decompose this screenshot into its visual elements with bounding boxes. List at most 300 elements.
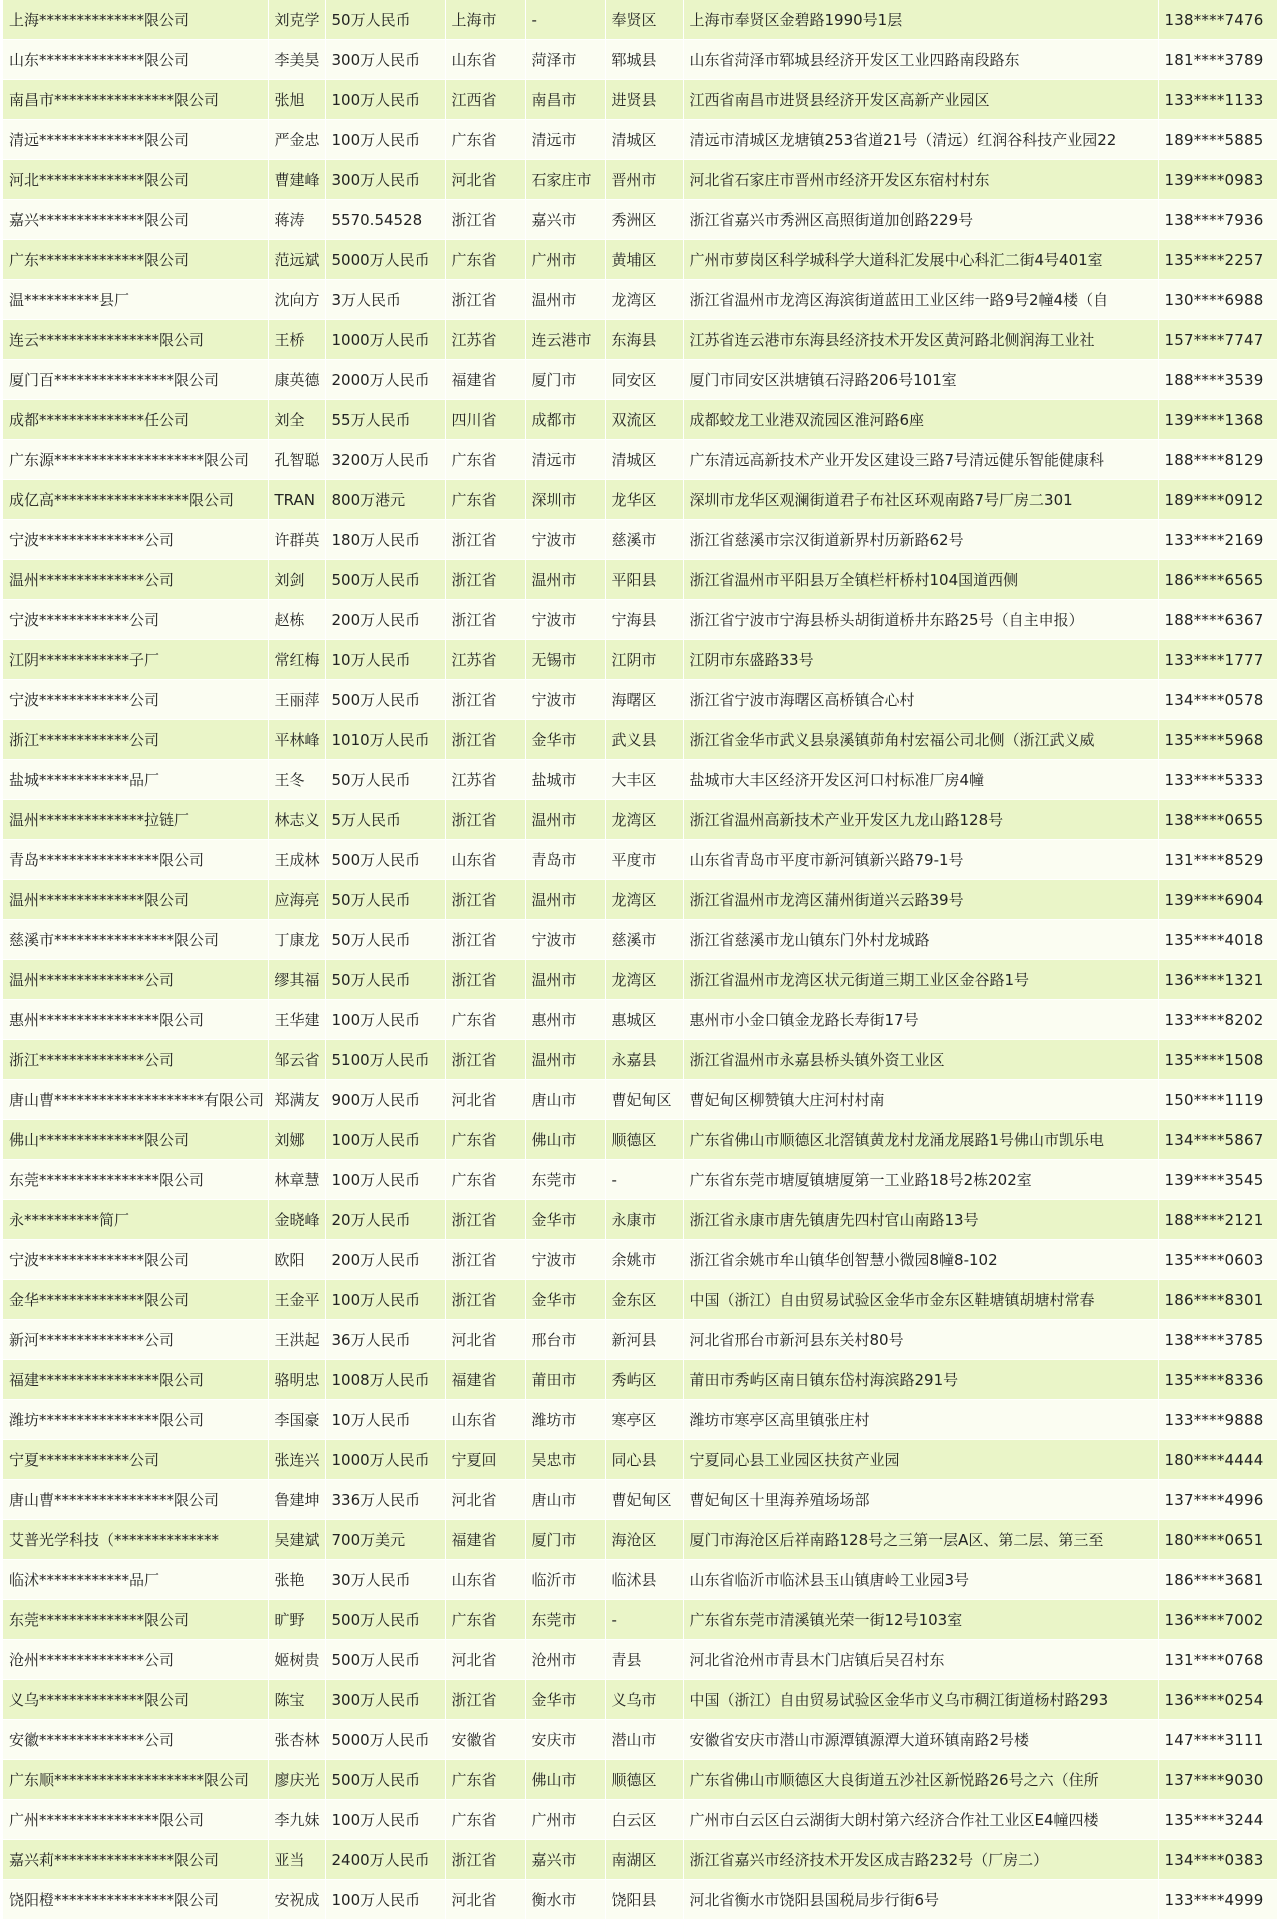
- city-cell: 唐山市: [525, 1480, 605, 1520]
- contact-cell: 金晓峰: [268, 1200, 325, 1240]
- company-name-cell: 清远**************限公司: [3, 120, 268, 160]
- phone-cell: 133****2169: [1158, 520, 1277, 560]
- company-name-cell: 浙江**************公司: [3, 1040, 268, 1080]
- phone-cell: 133****4999: [1158, 1880, 1277, 1920]
- contact-cell: 常红梅: [268, 640, 325, 680]
- phone-cell: 180****4444: [1158, 1440, 1277, 1480]
- table-row: [3, 1720, 1277, 1760]
- table-row: [3, 0, 1277, 40]
- capital-cell: 100万人民币: [325, 1280, 445, 1320]
- address-cell: 浙江省温州市平阳县万全镇栏杆桥村104国道西侧: [683, 560, 1158, 600]
- contact-cell: 张旭: [268, 80, 325, 120]
- district-cell: 清城区: [605, 440, 683, 480]
- province-cell: 山东省: [445, 1560, 525, 1600]
- contact-cell: 王成林: [268, 840, 325, 880]
- province-cell: 上海市: [445, 0, 525, 40]
- table-row: [3, 1160, 1277, 1200]
- address-cell: 河北省沧州市青县木门店镇后吴召村东: [683, 1640, 1158, 1680]
- city-cell: 温州市: [525, 280, 605, 320]
- province-cell: 河北省: [445, 1480, 525, 1520]
- district-cell: 南湖区: [605, 1840, 683, 1880]
- capital-cell: 300万人民币: [325, 160, 445, 200]
- province-cell: 浙江省: [445, 1840, 525, 1880]
- district-cell: 寒亭区: [605, 1400, 683, 1440]
- capital-cell: 100万人民币: [325, 120, 445, 160]
- city-cell: 金华市: [525, 1200, 605, 1240]
- capital-cell: 3200万人民币: [325, 440, 445, 480]
- contact-cell: 张艳: [268, 1560, 325, 1600]
- table-row: [3, 1080, 1277, 1120]
- table-row: [3, 600, 1277, 640]
- table-row: [3, 1040, 1277, 1080]
- district-cell: 龙华区: [605, 480, 683, 520]
- table-row: [3, 560, 1277, 600]
- capital-cell: 5100万人民币: [325, 1040, 445, 1080]
- district-cell: 慈溪市: [605, 520, 683, 560]
- city-cell: 清远市: [525, 120, 605, 160]
- capital-cell: 50万人民币: [325, 920, 445, 960]
- contact-cell: 刘全: [268, 400, 325, 440]
- phone-cell: 137****4996: [1158, 1480, 1277, 1520]
- phone-cell: 138****3785: [1158, 1320, 1277, 1360]
- province-cell: 广东省: [445, 120, 525, 160]
- address-cell: 中国（浙江）自由贸易试验区金华市金东区鞋塘镇胡塘村常春: [683, 1280, 1158, 1320]
- city-cell: 温州市: [525, 1040, 605, 1080]
- capital-cell: 300万人民币: [325, 1680, 445, 1720]
- contact-cell: 王丽萍: [268, 680, 325, 720]
- address-cell: 浙江省温州市龙湾区状元街道三期工业区金谷路1号: [683, 960, 1158, 1000]
- address-cell: 浙江省慈溪市宗汉街道新界村历新路62号: [683, 520, 1158, 560]
- capital-cell: 336万人民币: [325, 1480, 445, 1520]
- address-cell: 山东省临沂市临沭县玉山镇唐岭工业园3号: [683, 1560, 1158, 1600]
- phone-cell: 130****6988: [1158, 280, 1277, 320]
- address-cell: 浙江省余姚市牟山镇华创智慧小微园8幢8-102: [683, 1240, 1158, 1280]
- phone-cell: 181****3789: [1158, 40, 1277, 80]
- capital-cell: 500万人民币: [325, 560, 445, 600]
- table-row: [3, 440, 1277, 480]
- capital-cell: 10万人民币: [325, 1400, 445, 1440]
- district-cell: 龙湾区: [605, 880, 683, 920]
- phone-cell: 134****0578: [1158, 680, 1277, 720]
- table-row: [3, 160, 1277, 200]
- phone-cell: 188****8129: [1158, 440, 1277, 480]
- contact-cell: 孔智聪: [268, 440, 325, 480]
- table-row: [3, 1120, 1277, 1160]
- city-cell: 南昌市: [525, 80, 605, 120]
- capital-cell: 50万人民币: [325, 880, 445, 920]
- district-cell: 海沧区: [605, 1520, 683, 1560]
- capital-cell: 500万人民币: [325, 680, 445, 720]
- province-cell: 河北省: [445, 1880, 525, 1920]
- contact-cell: 郑满友: [268, 1080, 325, 1120]
- city-cell: 成都市: [525, 400, 605, 440]
- city-cell: 温州市: [525, 560, 605, 600]
- address-cell: 潍坊市寒亭区高里镇张庄村: [683, 1400, 1158, 1440]
- city-cell: 宁波市: [525, 680, 605, 720]
- capital-cell: 55万人民币: [325, 400, 445, 440]
- address-cell: 山东省青岛市平度市新河镇新兴路79-1号: [683, 840, 1158, 880]
- company-name-cell: 上海**************限公司: [3, 0, 268, 40]
- table-row: [3, 720, 1277, 760]
- table-row: [3, 1560, 1277, 1600]
- province-cell: 河北省: [445, 160, 525, 200]
- table-row: [3, 1440, 1277, 1480]
- company-name-cell: 宁波**************限公司: [3, 1240, 268, 1280]
- contact-cell: 亚当: [268, 1840, 325, 1880]
- contact-cell: 丁康龙: [268, 920, 325, 960]
- capital-cell: 100万人民币: [325, 1800, 445, 1840]
- address-cell: 安徽省安庆市潜山市源潭镇源潭大道环镇南路2号楼: [683, 1720, 1158, 1760]
- district-cell: 临沭县: [605, 1560, 683, 1600]
- company-name-cell: 广东顺********************限公司: [3, 1760, 268, 1800]
- phone-cell: 133****5333: [1158, 760, 1277, 800]
- province-cell: 浙江省: [445, 680, 525, 720]
- company-name-cell: 宁波************公司: [3, 600, 268, 640]
- phone-cell: 188****6367: [1158, 600, 1277, 640]
- contact-cell: 旷野: [268, 1600, 325, 1640]
- contact-cell: 刘剑: [268, 560, 325, 600]
- phone-cell: 138****0655: [1158, 800, 1277, 840]
- address-cell: 浙江省宁波市海曙区高桥镇合心村: [683, 680, 1158, 720]
- district-cell: 江阴市: [605, 640, 683, 680]
- province-cell: 福建省: [445, 1360, 525, 1400]
- address-cell: 曹妃甸区十里海养殖场场部: [683, 1480, 1158, 1520]
- capital-cell: 100万人民币: [325, 1160, 445, 1200]
- address-cell: 深圳市龙华区观澜街道君子布社区环观南路7号厂房二301: [683, 480, 1158, 520]
- phone-cell: 150****1119: [1158, 1080, 1277, 1120]
- phone-cell: 131****8529: [1158, 840, 1277, 880]
- table-row: [3, 1480, 1277, 1520]
- province-cell: 广东省: [445, 1760, 525, 1800]
- address-cell: 河北省石家庄市晋州市经济开发区东宿村村东: [683, 160, 1158, 200]
- company-name-cell: 嘉兴**************限公司: [3, 200, 268, 240]
- contact-cell: 欧阳: [268, 1240, 325, 1280]
- capital-cell: 5万人民币: [325, 800, 445, 840]
- district-cell: 黄埔区: [605, 240, 683, 280]
- city-cell: 佛山市: [525, 1760, 605, 1800]
- company-name-cell: 连云****************限公司: [3, 320, 268, 360]
- address-cell: 曹妃甸区柳赞镇大庄河村村南: [683, 1080, 1158, 1120]
- capital-cell: 180万人民币: [325, 520, 445, 560]
- district-cell: 奉贤区: [605, 0, 683, 40]
- province-cell: 浙江省: [445, 1040, 525, 1080]
- table-row: [3, 1360, 1277, 1400]
- province-cell: 河北省: [445, 1640, 525, 1680]
- table-row: [3, 40, 1277, 80]
- company-name-cell: 东莞****************限公司: [3, 1160, 268, 1200]
- district-cell: 东海县: [605, 320, 683, 360]
- company-name-cell: 温州**************公司: [3, 560, 268, 600]
- table-row: [3, 1400, 1277, 1440]
- city-cell: 金华市: [525, 720, 605, 760]
- city-cell: 衡水市: [525, 1880, 605, 1920]
- city-cell: 金华市: [525, 1680, 605, 1720]
- city-cell: 连云港市: [525, 320, 605, 360]
- city-cell: 宁波市: [525, 520, 605, 560]
- address-cell: 浙江省温州市龙湾区海滨街道蓝田工业区纬一路9号2幢4楼（自: [683, 280, 1158, 320]
- capital-cell: 50万人民币: [325, 0, 445, 40]
- capital-cell: 36万人民币: [325, 1320, 445, 1360]
- phone-cell: 139****0983: [1158, 160, 1277, 200]
- table-row: [3, 360, 1277, 400]
- district-cell: 海曙区: [605, 680, 683, 720]
- city-cell: 盐城市: [525, 760, 605, 800]
- address-cell: 河北省邢台市新河县东关村80号: [683, 1320, 1158, 1360]
- address-cell: 上海市奉贤区金碧路1990号1层: [683, 0, 1158, 40]
- district-cell: 同安区: [605, 360, 683, 400]
- contact-cell: 鲁建坤: [268, 1480, 325, 1520]
- company-name-cell: 福建****************限公司: [3, 1360, 268, 1400]
- address-cell: 莆田市秀屿区南日镇东岱村海滨路291号: [683, 1360, 1158, 1400]
- company-name-cell: 唐山曹********************有限公司: [3, 1080, 268, 1120]
- capital-cell: 10万人民币: [325, 640, 445, 680]
- address-cell: 广东省东莞市塘厦镇塘厦第一工业路18号2栋202室: [683, 1160, 1158, 1200]
- capital-cell: 100万人民币: [325, 1120, 445, 1160]
- city-cell: 深圳市: [525, 480, 605, 520]
- phone-cell: 188****2121: [1158, 1200, 1277, 1240]
- capital-cell: 5000万人民币: [325, 240, 445, 280]
- contact-cell: 林志义: [268, 800, 325, 840]
- company-name-cell: 艾普光学科技（**************: [3, 1520, 268, 1560]
- city-cell: 温州市: [525, 800, 605, 840]
- table-row: [3, 240, 1277, 280]
- province-cell: 四川省: [445, 400, 525, 440]
- company-name-cell: 成亿高******************限公司: [3, 480, 268, 520]
- company-name-cell: 成都**************任公司: [3, 400, 268, 440]
- province-cell: 浙江省: [445, 800, 525, 840]
- phone-cell: 135****8336: [1158, 1360, 1277, 1400]
- city-cell: 青岛市: [525, 840, 605, 880]
- company-name-cell: 潍坊****************限公司: [3, 1400, 268, 1440]
- address-cell: 清远市清城区龙塘镇253省道21号（清远）红润谷科技产业园22: [683, 120, 1158, 160]
- phone-cell: 139****1368: [1158, 400, 1277, 440]
- company-name-cell: 唐山曹****************限公司: [3, 1480, 268, 1520]
- province-cell: 江苏省: [445, 320, 525, 360]
- company-name-cell: 佛山**************限公司: [3, 1120, 268, 1160]
- capital-cell: 5000万人民币: [325, 1720, 445, 1760]
- table-row: [3, 1880, 1277, 1920]
- company-name-cell: 温州**************限公司: [3, 880, 268, 920]
- table-row: [3, 1520, 1277, 1560]
- company-name-cell: 慈溪市****************限公司: [3, 920, 268, 960]
- city-cell: 安庆市: [525, 1720, 605, 1760]
- district-cell: 白云区: [605, 1800, 683, 1840]
- capital-cell: 5570.54528: [325, 200, 445, 240]
- table-row: [3, 1640, 1277, 1680]
- province-cell: 浙江省: [445, 960, 525, 1000]
- capital-cell: 300万人民币: [325, 40, 445, 80]
- contact-cell: 范远斌: [268, 240, 325, 280]
- contact-cell: 赵栋: [268, 600, 325, 640]
- phone-cell: 133****1133: [1158, 80, 1277, 120]
- company-name-cell: 东莞**************限公司: [3, 1600, 268, 1640]
- city-cell: 东莞市: [525, 1600, 605, 1640]
- company-name-cell: 山东**************限公司: [3, 40, 268, 80]
- phone-cell: 186****6565: [1158, 560, 1277, 600]
- company-name-cell: 义乌**************限公司: [3, 1680, 268, 1720]
- city-cell: 沧州市: [525, 1640, 605, 1680]
- city-cell: 宁波市: [525, 920, 605, 960]
- province-cell: 浙江省: [445, 200, 525, 240]
- address-cell: 浙江省温州市永嘉县桥头镇外资工业区: [683, 1040, 1158, 1080]
- phone-cell: 131****0768: [1158, 1640, 1277, 1680]
- district-cell: 新河县: [605, 1320, 683, 1360]
- company-name-cell: 盐城************品厂: [3, 760, 268, 800]
- capital-cell: 200万人民币: [325, 1240, 445, 1280]
- contact-cell: 刘娜: [268, 1120, 325, 1160]
- province-cell: 广东省: [445, 480, 525, 520]
- contact-cell: 缪其福: [268, 960, 325, 1000]
- province-cell: 广东省: [445, 1000, 525, 1040]
- district-cell: 青县: [605, 1640, 683, 1680]
- city-cell: 吴忠市: [525, 1440, 605, 1480]
- company-name-cell: 新河**************公司: [3, 1320, 268, 1360]
- address-cell: 盐城市大丰区经济开发区河口村标准厂房4幢: [683, 760, 1158, 800]
- capital-cell: 500万人民币: [325, 1760, 445, 1800]
- district-cell: 秀屿区: [605, 1360, 683, 1400]
- city-cell: 邢台市: [525, 1320, 605, 1360]
- phone-cell: 135****1508: [1158, 1040, 1277, 1080]
- contact-cell: 陈宝: [268, 1680, 325, 1720]
- capital-cell: 500万人民币: [325, 1600, 445, 1640]
- address-cell: 惠州市小金口镇金龙路长寿街17号: [683, 1000, 1158, 1040]
- contact-cell: 王冬: [268, 760, 325, 800]
- district-cell: 同心县: [605, 1440, 683, 1480]
- district-cell: 进贤县: [605, 80, 683, 120]
- district-cell: 潜山市: [605, 1720, 683, 1760]
- company-name-cell: 浙江************公司: [3, 720, 268, 760]
- company-name-cell: 南昌市****************限公司: [3, 80, 268, 120]
- city-cell: 惠州市: [525, 1000, 605, 1040]
- capital-cell: 200万人民币: [325, 600, 445, 640]
- phone-cell: 135****5968: [1158, 720, 1277, 760]
- capital-cell: 1008万人民币: [325, 1360, 445, 1400]
- phone-cell: 133****9888: [1158, 1400, 1277, 1440]
- address-cell: 厦门市同安区洪塘镇石浔路206号101室: [683, 360, 1158, 400]
- province-cell: 宁夏回: [445, 1440, 525, 1480]
- address-cell: 江阴市东盛路33号: [683, 640, 1158, 680]
- city-cell: 嘉兴市: [525, 200, 605, 240]
- district-cell: 余姚市: [605, 1240, 683, 1280]
- table-body: [3, 0, 1277, 1920]
- district-cell: 龙湾区: [605, 800, 683, 840]
- province-cell: 安徽省: [445, 1720, 525, 1760]
- table-row: [3, 1200, 1277, 1240]
- city-cell: 唐山市: [525, 1080, 605, 1120]
- phone-cell: 136****0254: [1158, 1680, 1277, 1720]
- address-cell: 山东省菏泽市郓城县经济开发区工业四路南段路东: [683, 40, 1158, 80]
- province-cell: 山东省: [445, 40, 525, 80]
- city-cell: 厦门市: [525, 360, 605, 400]
- contact-cell: 曹建峰: [268, 160, 325, 200]
- phone-cell: 139****6904: [1158, 880, 1277, 920]
- phone-cell: 134****5867: [1158, 1120, 1277, 1160]
- address-cell: 中国（浙江）自由贸易试验区金华市义乌市稠江街道杨村路293: [683, 1680, 1158, 1720]
- company-name-cell: 广州****************限公司: [3, 1800, 268, 1840]
- phone-cell: 137****9030: [1158, 1760, 1277, 1800]
- phone-cell: 139****3545: [1158, 1160, 1277, 1200]
- address-cell: 广州市萝岗区科学城科学大道科汇发展中心科汇二街4号401室: [683, 240, 1158, 280]
- address-cell: 浙江省永康市唐先镇唐先四村官山南路13号: [683, 1200, 1158, 1240]
- district-cell: 顺德区: [605, 1760, 683, 1800]
- phone-cell: 135****3244: [1158, 1800, 1277, 1840]
- phone-cell: 186****3681: [1158, 1560, 1277, 1600]
- table-row: [3, 1760, 1277, 1800]
- address-cell: 浙江省宁波市宁海县桥头胡街道桥井东路25号（自主申报）: [683, 600, 1158, 640]
- district-cell: 饶阳县: [605, 1880, 683, 1920]
- phone-cell: 186****8301: [1158, 1280, 1277, 1320]
- contact-cell: 吴建斌: [268, 1520, 325, 1560]
- province-cell: 山东省: [445, 1400, 525, 1440]
- phone-cell: 135****4018: [1158, 920, 1277, 960]
- table-row: [3, 960, 1277, 1000]
- contact-cell: 廖庆光: [268, 1760, 325, 1800]
- contact-cell: 蒋涛: [268, 200, 325, 240]
- address-cell: 浙江省慈溪市龙山镇东门外村龙城路: [683, 920, 1158, 960]
- capital-cell: 1000万人民币: [325, 1440, 445, 1480]
- district-cell: -: [605, 1600, 683, 1640]
- province-cell: 浙江省: [445, 1240, 525, 1280]
- capital-cell: 30万人民币: [325, 1560, 445, 1600]
- city-cell: 佛山市: [525, 1120, 605, 1160]
- table-row: [3, 1320, 1277, 1360]
- capital-cell: 100万人民币: [325, 80, 445, 120]
- province-cell: 浙江省: [445, 920, 525, 960]
- address-cell: 广东省佛山市顺德区北滘镇黄龙村龙涌龙展路1号佛山市凯乐电: [683, 1120, 1158, 1160]
- capital-cell: 900万人民币: [325, 1080, 445, 1120]
- capital-cell: 50万人民币: [325, 760, 445, 800]
- table-row: [3, 640, 1277, 680]
- city-cell: 宁波市: [525, 1240, 605, 1280]
- phone-cell: 157****7747: [1158, 320, 1277, 360]
- company-name-cell: 沧州**************公司: [3, 1640, 268, 1680]
- company-name-cell: 青岛****************限公司: [3, 840, 268, 880]
- company-name-cell: 安徽**************公司: [3, 1720, 268, 1760]
- province-cell: 福建省: [445, 360, 525, 400]
- city-cell: 厦门市: [525, 1520, 605, 1560]
- table-row: [3, 1600, 1277, 1640]
- district-cell: 大丰区: [605, 760, 683, 800]
- city-cell: 广州市: [525, 1800, 605, 1840]
- address-cell: 广东省佛山市顺德区大良街道五沙社区新悦路26号之六（住所: [683, 1760, 1158, 1800]
- phone-cell: 133****8202: [1158, 1000, 1277, 1040]
- capital-cell: 100万人民币: [325, 1000, 445, 1040]
- table-row: [3, 880, 1277, 920]
- district-cell: 顺德区: [605, 1120, 683, 1160]
- company-name-cell: 广东**************限公司: [3, 240, 268, 280]
- table-row: [3, 520, 1277, 560]
- table-row: [3, 920, 1277, 960]
- contact-cell: 林章慧: [268, 1160, 325, 1200]
- province-cell: 广东省: [445, 440, 525, 480]
- district-cell: 曹妃甸区: [605, 1480, 683, 1520]
- city-cell: 临沂市: [525, 1560, 605, 1600]
- address-cell: 浙江省温州高新技术产业开发区九龙山路128号: [683, 800, 1158, 840]
- table-row: [3, 320, 1277, 360]
- province-cell: 浙江省: [445, 1280, 525, 1320]
- table-row: [3, 280, 1277, 320]
- phone-cell: 138****7936: [1158, 200, 1277, 240]
- capital-cell: 20万人民币: [325, 1200, 445, 1240]
- city-cell: 菏泽市: [525, 40, 605, 80]
- table-row: [3, 480, 1277, 520]
- company-name-cell: 临沭************品厂: [3, 1560, 268, 1600]
- district-cell: 龙湾区: [605, 960, 683, 1000]
- capital-cell: 1010万人民币: [325, 720, 445, 760]
- district-cell: -: [605, 1160, 683, 1200]
- contact-cell: 姬树贵: [268, 1640, 325, 1680]
- table-row: [3, 1000, 1277, 1040]
